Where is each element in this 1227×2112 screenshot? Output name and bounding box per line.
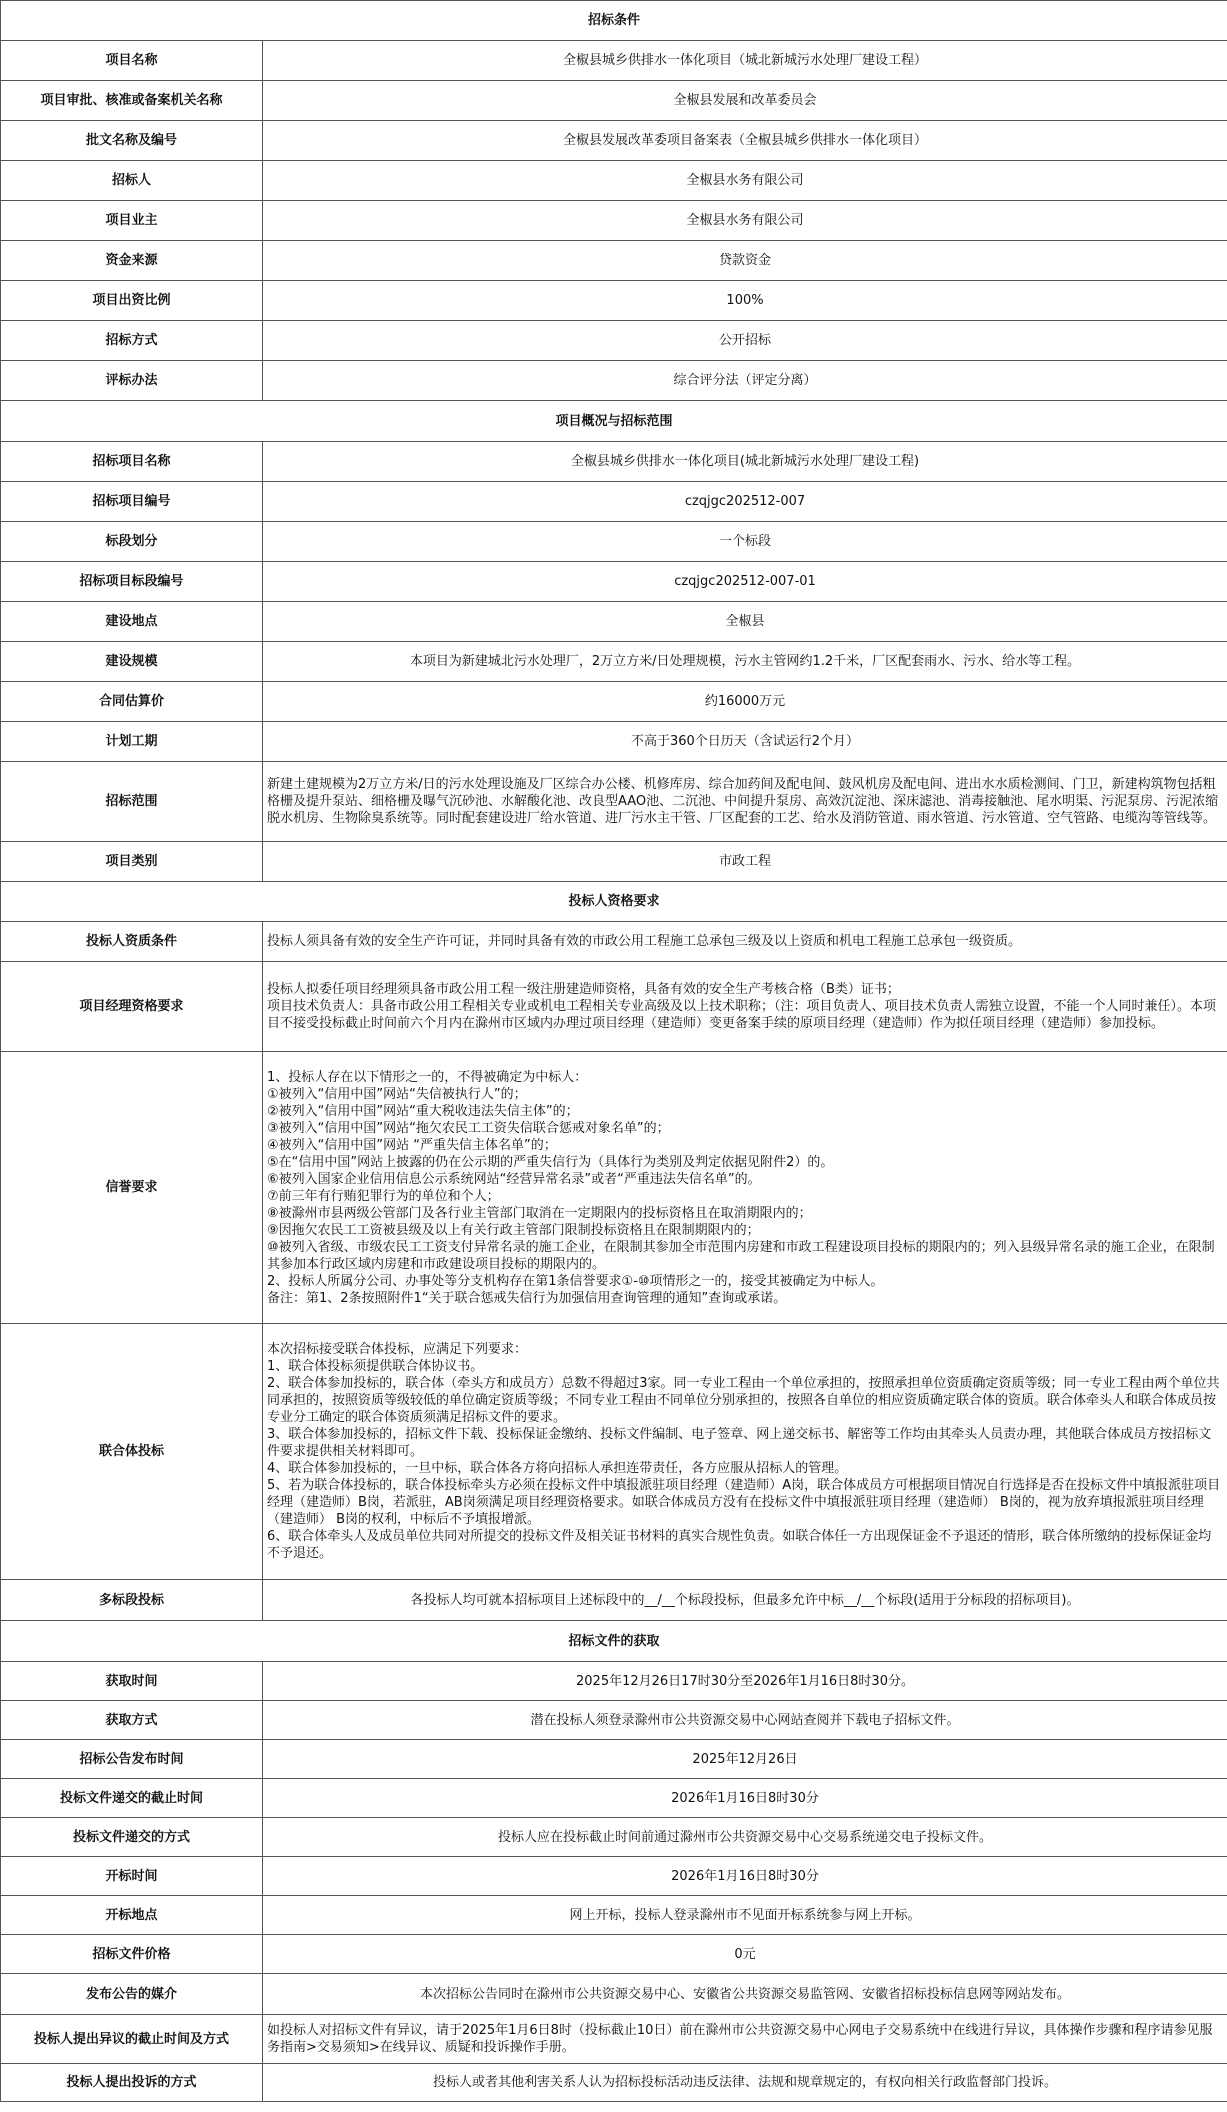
label-project-category: 项目类别	[1, 842, 263, 882]
value-credit-requirements: 1、投标人存在以下情形之一的，不得被确定为中标人： ①被列入“信用中国”网站“失信被执行人”的； ②被列入“信用中国”网站“重大税收违法失信主体”的； ③被列入“信用中国”网站“拖欠农民工工资失信联合惩戒对象名单”的； ④被列入“信用中国”网站 “严重失信主体名单”的； ⑤在“信用中国”网站上披露的仍在公示期的严重失信行为（具体行为类别及判定依据见附件2）的。 ⑥被列入国家企业信用信息公示系统网站“经营异常名录”或者“严重违法失信名单”的。 ⑦前三年有行贿犯罪行为的单位和个人； ⑧被滁州市县两级公管部门及各行业主管部门取消在一定期限内的投标资格且在取消期限内的； ⑨因拖欠农民工工资被县级及以上有关行政主管部门限制投标资格且在限制期限内的； ⑩被列入省级、市级农民工工资支付异常名录的施工企业，在限制其参加全市范围内房建和市政工程建设项目投标的期限内的；列入县级异常名录的施工企业，在限制其参加本行政区域内房建和市政建设项目投标的期限内的。 2、投标人所属分公司、办事处等分支机构存在第1条信誉要求①-⑩项情形之一的，接受其被确定为中标人。 备注：第1、2条按照附件1“关于联合惩戒失信行为加强信用查询管理的通知”查询或承诺。	[263, 1052, 1227, 1324]
label-qualification-conditions: 投标人资质条件	[1, 922, 263, 962]
label-project-name: 项目名称	[1, 41, 263, 81]
label-planned-duration: 计划工期	[1, 722, 263, 762]
label-construction-scale: 建设规模	[1, 642, 263, 682]
label-tender-project-name: 招标项目名称	[1, 442, 263, 482]
label-section-division: 标段划分	[1, 522, 263, 562]
value-project-name: 全椒县城乡供排水一体化项目（城北新城污水处理厂建设工程）	[263, 41, 1227, 81]
value-tender-project-name: 全椒县城乡供排水一体化项目(城北新城污水处理厂建设工程)	[263, 442, 1227, 482]
value-project-owner: 全椒县水务有限公司	[263, 201, 1227, 241]
label-approval-authority: 项目审批、核准或备案机关名称	[1, 81, 263, 121]
label-acquisition-time: 获取时间	[1, 1662, 263, 1701]
value-acquisition-method: 潜在投标人须登录滁州市公共资源交易中心网站查阅并下载电子招标文件。	[263, 1701, 1227, 1740]
value-announcement-date: 2025年12月26日	[263, 1740, 1227, 1779]
value-project-manager-requirements: 投标人拟委任项目经理须具备市政公用工程一级注册建造师资格，具备有效的安全生产考核合格（B类）证书； 项目技术负责人：具备市政公用工程相关专业或机电工程相关专业高级及以上技术职称；（注：项目负责人、项目技术负责人需独立设置，不能一个人同时兼任）。本项目不接受投标截止时间前六个月内在滁州市区域内办理过项目经理（建造师）变更备案手续的原项目经理（建造师）作为拟任项目经理（建造师）参加投标。	[263, 962, 1227, 1052]
label-opening-location: 开标地点	[1, 1896, 263, 1935]
label-complaint-method: 投标人提出投诉的方式	[1, 2064, 263, 2102]
label-credit-requirements: 信誉要求	[1, 1052, 263, 1324]
value-project-category: 市政工程	[263, 842, 1227, 882]
label-tenderer: 招标人	[1, 161, 263, 201]
label-acquisition-method: 获取方式	[1, 1701, 263, 1740]
value-acquisition-time: 2025年12月26日17时30分至2026年1月16日8时30分。	[263, 1662, 1227, 1701]
value-planned-duration: 不高于360个日历天（含试运行2个月）	[263, 722, 1227, 762]
label-submission-method: 投标文件递交的方式	[1, 1818, 263, 1857]
value-section-division: 一个标段	[263, 522, 1227, 562]
value-approval-authority: 全椒县发展和改革委员会	[263, 81, 1227, 121]
label-submission-deadline: 投标文件递交的截止时间	[1, 1779, 263, 1818]
label-contract-estimate: 合同估算价	[1, 682, 263, 722]
value-evaluation-method: 综合评分法（评定分离）	[263, 361, 1227, 401]
label-project-owner: 项目业主	[1, 201, 263, 241]
label-approval-document: 批文名称及编号	[1, 121, 263, 161]
label-project-manager-requirements: 项目经理资格要求	[1, 962, 263, 1052]
label-publication-media: 发布公告的媒介	[1, 1974, 263, 2015]
section-title-project-overview: 项目概况与招标范围	[1, 401, 1227, 442]
value-funding-ratio: 100%	[263, 281, 1227, 321]
section-title-bidder-qualification: 投标人资格要求	[1, 882, 1227, 922]
value-construction-scale: 本项目为新建城北污水处理厂，2万立方米/日处理规模，污水主管网约1.2千米，厂区配套雨水、污水、给水等工程。	[263, 642, 1227, 682]
value-submission-method: 投标人应在投标截止时间前通过滁州市公共资源交易中心交易系统递交电子投标文件。	[263, 1818, 1227, 1857]
value-submission-deadline: 2026年1月16日8时30分	[263, 1779, 1227, 1818]
value-bidding-scope: 新建土建规模为2万立方米/日的污水处理设施及厂区综合办公楼、机修库房、综合加药间及配电间、鼓风机房及配电间、进出水水质检测间、门卫，新建构筑物包括粗格栅及提升泵站、细格栅及曝气沉砂池、水解酸化池、改良型AAO池、二沉池、中间提升泵房、高效沉淀池、深床滤池、消毒接触池、尾水明渠、污泥泵房、污泥浓缩脱水机房、生物除臭系统等。同时配套建设进厂给水管道、进厂污水主干管、厂区配套的工艺、给水及消防管道、雨水管道、污水管道、空气管路、电缆沟等管线等。	[263, 762, 1227, 842]
label-multi-section-bidding: 多标段投标	[1, 1580, 263, 1621]
value-opening-location: 网上开标，投标人登录滁州市不见面开标系统参与网上开标。	[263, 1896, 1227, 1935]
label-tender-project-number: 招标项目编号	[1, 482, 263, 522]
label-evaluation-method: 评标办法	[1, 361, 263, 401]
label-bidding-scope: 招标范围	[1, 762, 263, 842]
value-qualification-conditions: 投标人须具备有效的安全生产许可证，并同时具备有效的市政公用工程施工总承包三级及以上资质和机电工程施工总承包一级资质。	[263, 922, 1227, 962]
label-document-price: 招标文件价格	[1, 1935, 263, 1974]
label-bidding-method: 招标方式	[1, 321, 263, 361]
label-construction-site: 建设地点	[1, 602, 263, 642]
value-tender-project-number: czqjgc202512-007	[263, 482, 1227, 522]
value-construction-site: 全椒县	[263, 602, 1227, 642]
value-complaint-method: 投标人或者其他利害关系人认为招标投标活动违反法律、法规和规章规定的，有权向相关行政监督部门投诉。	[263, 2064, 1227, 2102]
value-bidding-method: 公开招标	[263, 321, 1227, 361]
label-consortium-bidding: 联合体投标	[1, 1324, 263, 1580]
value-contract-estimate: 约16000万元	[263, 682, 1227, 722]
label-opening-time: 开标时间	[1, 1857, 263, 1896]
label-funding-ratio: 项目出资比例	[1, 281, 263, 321]
value-opening-time: 2026年1月16日8时30分	[263, 1857, 1227, 1896]
value-objection-deadline: 如投标人对招标文件有异议，请于2025年1月6日8时（投标截止10日）前在滁州市公共资源交易中心网电子交易系统中在线进行异议，具体操作步骤和程序请参见服务指南>交易须知>在线异议、质疑和投诉操作手册。	[263, 2015, 1227, 2064]
label-objection-deadline: 投标人提出异议的截止时间及方式	[1, 2015, 263, 2064]
value-funding-source: 贷款资金	[263, 241, 1227, 281]
value-publication-media: 本次招标公告同时在滁州市公共资源交易中心、安徽省公共资源交易监管网、安徽省招标投标信息网等网站发布。	[263, 1974, 1227, 2015]
value-section-number: czqjgc202512-007-01	[263, 562, 1227, 602]
label-announcement-date: 招标公告发布时间	[1, 1740, 263, 1779]
value-tenderer: 全椒县水务有限公司	[263, 161, 1227, 201]
section-title-document-acquisition: 招标文件的获取	[1, 1621, 1227, 1662]
value-multi-section-bidding: 各投标人均可就本招标项目上述标段中的__/__个标段投标，但最多允许中标__/__个标段(适用于分标段的招标项目)。	[263, 1580, 1227, 1621]
label-funding-source: 资金来源	[1, 241, 263, 281]
value-document-price: 0元	[263, 1935, 1227, 1974]
section-title-bidding-conditions: 招标条件	[1, 1, 1227, 41]
value-approval-document: 全椒县发展改革委项目备案表（全椒县城乡供排水一体化项目）	[263, 121, 1227, 161]
value-consortium-bidding: 本次招标接受联合体投标，应满足下列要求： 1、联合体投标须提供联合体协议书。 2、联合体参加投标的，联合体（牵头方和成员方）总数不得超过3家。同一专业工程由一个单位承担的，按照承担单位资质确定资质等级；同一专业工程由两个单位共同承担的，按照资质等级较低的单位确定资质等级；不同专业工程由不同单位分别承担的，按照各自单位的相应资质确定联合体的资质。联合体牵头人和联合体成员按专业分工确定的联合体资质须满足招标文件的要求。 3、联合体参加投标的，招标文件下载、投标保证金缴纳、投标文件编制、电子签章、网上递交标书、解密等工作均由其牵头人员责办理，其他联合体成员方按招标文件要求提供相关材料即可。 4、联合体参加投标的，一旦中标，联合体各方将向招标人承担连带责任，各方应服从招标人的管理。 5、若为联合体投标的，联合体投标牵头方必须在投标文件中填报派驻项目经理（建造师）A岗，联合体成员方可根据项目情况自行选择是否在投标文件中填报派驻项目经理（建造师）B岗，若派驻，AB岗须满足项目经理资格要求。如联合体成员方没有在投标文件中填报派驻项目经理（建造师） B岗的，视为放弃填报派驻项目经理（建造师） B岗的权利，中标后不予填报增派。 6、联合体牵头人及成员单位共同对所提交的投标文件及相关证书材料的真实合规性负责。如联合体任一方出现保证金不予退还的情形，联合体所缴纳的投标保证金均不予退还。	[263, 1324, 1227, 1580]
label-section-number: 招标项目标段编号	[1, 562, 263, 602]
